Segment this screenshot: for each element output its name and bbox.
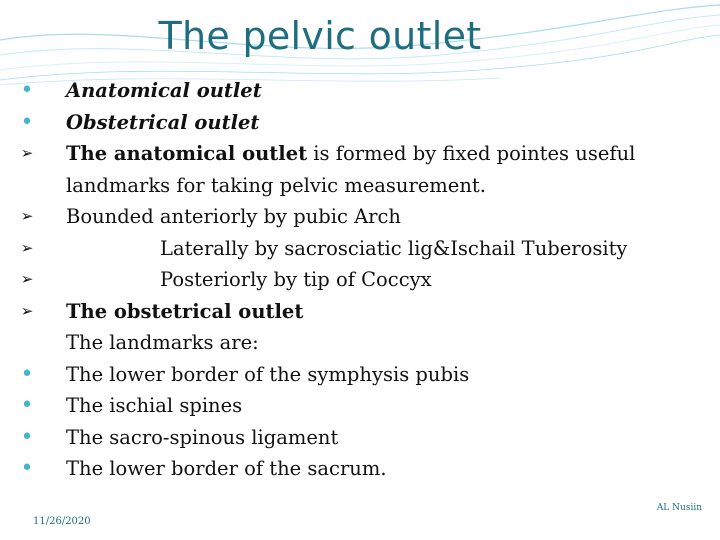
- bullet-dot-icon: •: [20, 109, 34, 135]
- list-item: [20, 201, 710, 233]
- item-text: The sacro-spinous ligament: [66, 425, 339, 449]
- bullet-dot-icon: •: [20, 361, 34, 387]
- item-text: The lower border of the symphysis pubis: [66, 362, 470, 386]
- arrow-bullet-icon: ➢: [20, 144, 34, 162]
- list-item: [20, 422, 710, 454]
- item-text: Laterally by sacrosciatic lig&Ischail Tuberosity: [160, 236, 628, 260]
- item-text: Anatomical outlet: [66, 79, 262, 102]
- arrow-bullet-icon: ➢: [20, 207, 34, 225]
- item-bold-text: The obstetrical outlet: [66, 299, 304, 323]
- bullet-dot-icon: •: [20, 424, 34, 450]
- footer-author: AL Nusiin: [656, 503, 702, 513]
- list-item: [20, 75, 710, 107]
- bullet-list: [20, 75, 710, 485]
- item-text: Posteriorly by tip of Coccyx: [160, 268, 432, 291]
- item-text: is formed by fixed pointes useful: [307, 142, 636, 165]
- slide-title: The pelvic outlet: [158, 14, 482, 58]
- list-item: [20, 233, 710, 265]
- list-item: [20, 138, 710, 170]
- item-text: The ischial spines: [66, 394, 243, 417]
- item-bold-text: The anatomical outlet: [66, 142, 308, 165]
- list-item: [20, 264, 710, 296]
- list-item-continuation: [20, 327, 710, 359]
- list-item: [20, 296, 710, 328]
- arrow-bullet-icon: ➢: [20, 270, 34, 288]
- list-item: [20, 107, 710, 139]
- bullet-dot-icon: •: [20, 456, 34, 481]
- arrow-bullet-icon: ➢: [20, 238, 34, 257]
- arrow-bullet-icon: ➢: [20, 301, 34, 320]
- list-item: [20, 359, 710, 391]
- footer-date: 11/26/2020: [33, 516, 91, 527]
- item-text: The lower border of the sacrum.: [66, 457, 387, 480]
- list-item-continuation: [20, 170, 710, 202]
- item-text: The landmarks are:: [66, 331, 259, 354]
- list-item: [20, 453, 710, 485]
- list-item: [20, 390, 710, 422]
- item-text: Bounded anteriorly by pubic Arch: [66, 205, 401, 228]
- bullet-dot-icon: •: [20, 78, 34, 103]
- item-text: Obstetrical outlet: [66, 110, 260, 134]
- bullet-dot-icon: •: [20, 393, 34, 418]
- item-text: landmarks for taking pelvic measurement.: [66, 173, 486, 197]
